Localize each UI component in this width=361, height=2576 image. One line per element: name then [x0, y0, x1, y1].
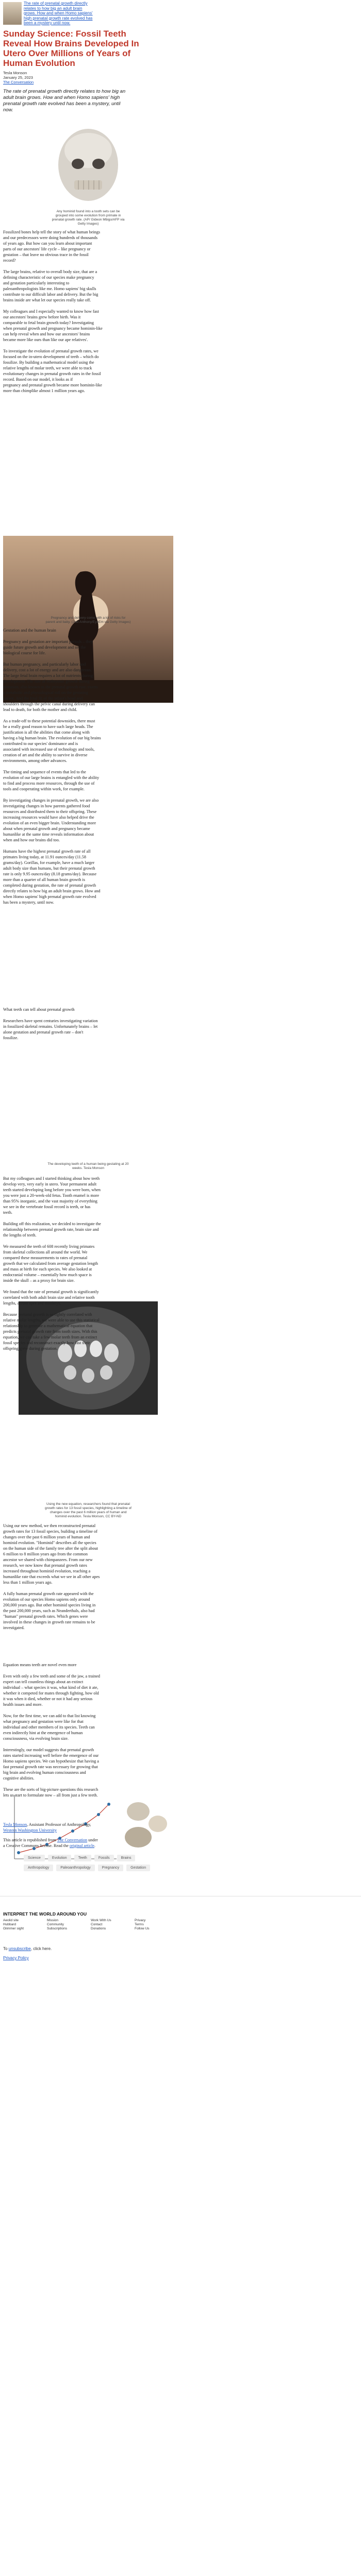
- paragraph-line: tools and cooperating within work, for example.: [3, 787, 85, 791]
- paragraph-line: Interestingly, our model suggests that prenatal growth: [3, 1748, 94, 1752]
- article-paragraph: [3, 639, 173, 656]
- paragraph-line: correlated with both adult brain size and relative tooth: [3, 1295, 95, 1300]
- paragraph-line: defining characteristic of our species make pregnancy: [3, 275, 94, 280]
- paragraph-line: evolution of our species Homo sapiens only around: [3, 1597, 90, 1602]
- paragraph-line: changes over the past 6 million years of human and: [3, 1535, 90, 1539]
- paragraph-line: contributed to our species' dominance and is: [3, 741, 78, 746]
- paragraph-line: than 95% inorganic, and the vast majority of everything: [3, 1199, 97, 1204]
- paragraph-line: Humans have the highest prenatal growth rate of all: [3, 849, 91, 854]
- hero-note-line: high prenatal growth rate evolved has: [24, 15, 93, 21]
- article-lede: [3, 89, 173, 113]
- paragraph-line: alone gestation and prenatal growth rate – don't: [3, 1030, 84, 1035]
- paragraph-line: Now, for the first time, we can add to that list knowing: [3, 1714, 96, 1718]
- hero-thumbnail-image: [3, 2, 22, 25]
- paragraph-line: A fully human prenatal growth rate appeared with the: [3, 1591, 94, 1596]
- article-paragraph: [3, 1289, 173, 1306]
- paragraph-line: relative lengths of molar teeth, we were able to track: [3, 366, 92, 370]
- article-paragraph: [3, 1018, 173, 1041]
- unsubscribe-line: To unsubscribe, click here.: [3, 1946, 52, 1951]
- paragraph-line: fossilize.: [3, 1036, 19, 1040]
- paragraph-line: involved in these changes in growth rate remains to be: [3, 1620, 95, 1624]
- title-line: Reveal How Brains Developed In: [3, 39, 139, 48]
- paragraph-line: ancestor we shared with chimpanzees. From our new: [3, 1557, 93, 1562]
- paragraph-line: Researchers have spent centuries investigating variation: [3, 1019, 98, 1023]
- footer-link[interactable]: Hubbard: [3, 1923, 16, 1926]
- article-paragraph: [3, 798, 173, 843]
- paragraph-line: parent. And the fetal fit of the infant's head and: [3, 696, 83, 701]
- paragraph-line: big brain and evolving human consciousness and: [3, 1770, 86, 1775]
- paragraph-line: biological course for life.: [3, 651, 46, 655]
- unsubscribe-link[interactable]: unsubscribe: [8, 1946, 31, 1951]
- paragraph-line: pregnancy and prenatal growth became more hominin-like: [3, 383, 102, 387]
- hero-note-link[interactable]: [24, 1, 178, 26]
- paragraph-line: lead to death, for both the mother and child.: [3, 707, 77, 712]
- footer-link[interactable]: Terms: [135, 1923, 144, 1926]
- paragraph-line: guide future growth and development and set the: [3, 645, 86, 650]
- paragraph-line: adult body size than humans, but their prenatal growth: [3, 866, 95, 871]
- paragraph-group-a: [3, 229, 173, 399]
- footer-link[interactable]: Community: [47, 1923, 64, 1926]
- article-author: Tesla Monson: [3, 71, 27, 75]
- paragraph-line: teeth started developing long before you were born, when: [3, 1188, 101, 1192]
- paragraph-line: fossilize. By building a mathematical model using the: [3, 360, 94, 365]
- paragraph-line: relationship between prenatal growth rate, brain size and: [3, 1227, 99, 1232]
- article-paragraph: [3, 718, 173, 764]
- author-bio: Tesla Monson, Assistant Professor of Anthropology, Western Washington University: [3, 1822, 91, 1833]
- footer-link[interactable]: Mission: [47, 1919, 59, 1922]
- paragraph-line: our ancestors' brains grew before birth. Was it: [3, 315, 81, 319]
- paragraph-line: research, we now know that prenatal growth rates: [3, 1563, 87, 1568]
- image-caption-1: [3, 210, 173, 226]
- paragraph-line: health issues and more.: [3, 1702, 43, 1707]
- image-caption-2: [3, 616, 173, 624]
- paragraph-line: Because prenatal growth is so tightly correlated with: [3, 1312, 92, 1317]
- paragraph-line: has been a mystery, until now.: [3, 900, 54, 905]
- paragraph-line: investigated.: [3, 1625, 25, 1630]
- author-affiliation-link[interactable]: Western Washington University: [3, 1828, 57, 1833]
- footer-column: [91, 1919, 129, 1931]
- paragraph-line: Building off this realization, we decided to investigate the: [3, 1222, 101, 1226]
- paragraph-line: hominid evolution. "Hominid" describes all the species: [3, 1540, 96, 1545]
- paragraph-line: consciousness, via evolving brain size.: [3, 1736, 69, 1741]
- paragraph-line: investigating changes in how parents gathered food: [3, 804, 90, 808]
- paragraph-line: whether it competed for mates through fighting, how old: [3, 1691, 99, 1696]
- paragraph-line: lets us start to formulate now – all from just a few teeth.: [3, 1793, 98, 1798]
- paragraph-line: fossil species and reconstruct exactly how fast their: [3, 1341, 90, 1345]
- article-paragraph: [3, 849, 173, 905]
- paragraph-line: cognitive abilities.: [3, 1776, 35, 1781]
- article-date: January 25, 2023: [3, 75, 33, 80]
- paragraph-line: focused on the in-utero development of teeth – which do: [3, 354, 99, 359]
- image-caption-3: [3, 1162, 173, 1171]
- paragraph-line: predicts prenatal growth rate from tooth sizes. With this: [3, 1329, 97, 1334]
- paragraph-line: relative molar lengths, we were able to use this statistical: [3, 1318, 100, 1323]
- paragraph-line: became more like ours than like our ape relatives'.: [3, 337, 88, 342]
- article-paragraph: [3, 1523, 173, 1585]
- paragraph-line: 6 million to 8 million years ago from the common: [3, 1552, 88, 1556]
- paragraph-line: humanlike at the same time reveals information about: [3, 832, 94, 837]
- tag-chip[interactable]: Gestation: [126, 1865, 150, 1871]
- title-line: Sunday Science: Fossil Teeth: [3, 29, 126, 39]
- caption-line: prenatal growth rate. (AP/ Gideon Mbigo/AFP via: [52, 218, 125, 222]
- paragraph-line: having a big human brain. The evolution of our big brains: [3, 736, 101, 740]
- paragraph-line: relationship to generate a mathematical equation that: [3, 1324, 93, 1328]
- hero-note-line: The rate of prenatal growth directly: [24, 1, 88, 6]
- section-heading-teeth: What teeth can tell about prenatal growth: [3, 1007, 75, 1012]
- lede-line: The rate of prenatal growth directly relates to how big an: [3, 89, 126, 94]
- hero-note-line: grows. How and when Homo sapiens': [24, 11, 93, 15]
- paragraph-line: you were just a 20-week-old fetus. Tooth enamel is more: [3, 1193, 100, 1198]
- footer-heading: INTERPRET THE WORLD AROUND YOU: [3, 1911, 87, 1917]
- paragraph-line: environments, among other advances.: [3, 758, 67, 763]
- paragraph-line: My colleagues and I especially wanted to know how fast: [3, 309, 99, 314]
- paragraph-line: increasing resources would have also helped drive the: [3, 815, 94, 820]
- paragraph-line: individual and other members of its species. Teeth can: [3, 1725, 95, 1730]
- republish-notice: [3, 1837, 173, 1849]
- paragraph-line: even indirectly hint at the emergence of human: [3, 1731, 83, 1735]
- paragraph-line: record?: [3, 258, 16, 263]
- paragraph-line: delivery, cost a lot of energy and are also dangerous.: [3, 668, 92, 672]
- paragraph-line: justification is all the abilities that come along with: [3, 730, 90, 735]
- paragraph-line: to find and process more resources, through the use of: [3, 781, 95, 786]
- republish-line: a Creative Commons license. Read the original article.: [3, 1843, 95, 1848]
- article-paragraph: [3, 348, 173, 394]
- footer-column: [47, 1919, 86, 1931]
- title-line: Utero Over Millions of Years of: [3, 48, 131, 58]
- paragraph-line: develop very, very early in utero. Your permanent adult: [3, 1182, 97, 1187]
- caption-line: growth rates for 13 fossil species, highlighting a timeline of: [44, 1506, 132, 1510]
- paragraph-line: paleoanthropologists like me. Homo sapiens' big skulls: [3, 286, 96, 291]
- tag-chip[interactable]: Anthropology: [24, 1865, 53, 1871]
- tag-list: [3, 1855, 163, 1871]
- paragraph-line: The timing and sequence of events that led to the: [3, 770, 86, 774]
- paragraph-line: These are the sorts of big-picture questions this research: [3, 1787, 99, 1792]
- footer-columns: [3, 1919, 173, 1931]
- tag-chip[interactable]: Paleoanthropology: [56, 1865, 94, 1871]
- paragraph-line: Fossilized bones help tell the story of what human beings: [3, 230, 101, 234]
- title-line: Human Evolution: [3, 58, 75, 68]
- article-paragraph: [3, 269, 173, 303]
- republish-link[interactable]: The Conversation: [57, 1838, 88, 1842]
- paragraph-line: when prenatal growth and pregnancy became hominin-like: [3, 326, 103, 331]
- paragraph-line: record. Based on our model, it looks as if: [3, 377, 73, 382]
- privacy-policy-link[interactable]: Privacy Policy: [3, 1956, 29, 1960]
- caption-line: Getty Images): [77, 222, 99, 226]
- article-paragraph: [3, 229, 173, 263]
- paragraph-line: rates started increasing well before the emergence of our: [3, 1753, 99, 1758]
- paragraph-group-f: [3, 1673, 173, 1804]
- caption-line: hominid evolution. Tesla Monson, CC BY-ND: [55, 1515, 122, 1518]
- footer-link[interactable]: Glimmer sight: [3, 1927, 24, 1930]
- article-paragraph: [3, 1176, 173, 1215]
- paragraph-line: parts of our ancestors' life cycle – like pregnancy or: [3, 247, 91, 251]
- article-image-skull: [3, 120, 173, 208]
- paragraph-line: when Homo sapiens' high prenatal growth rate evolved: [3, 894, 96, 899]
- paragraph-line: on the human side of the family tree after the split about: [3, 1546, 98, 1551]
- article-paragraph: [3, 309, 173, 343]
- paragraph-group-d: [3, 1176, 173, 1357]
- article-paragraph: [3, 1673, 173, 1707]
- paragraph-line: The large fetal brain requires a lot of nutrients during: [3, 673, 93, 678]
- paragraph-line: fast prenatal growth rate was necessary for growing that: [3, 1765, 98, 1769]
- paragraph-line: Using our new method, we then reconstructed prenatal: [3, 1523, 96, 1528]
- paragraph-line: "human" prenatal growth rates. Which genes were: [3, 1614, 88, 1619]
- paragraph-line: inside the skull – as a proxy for brain size.: [3, 1278, 75, 1283]
- paragraph-line: increased throughout hominid evolution, reaching a: [3, 1569, 91, 1573]
- paragraph-line: The large brains, relative to overall body size, that are a: [3, 269, 97, 274]
- paragraph-line: a metabolic and physiological toll on the gestating: [3, 690, 88, 695]
- publication-link[interactable]: The Conversation: [3, 80, 34, 84]
- paragraph-line: what pregnancy and gestation were like for that: [3, 1719, 84, 1724]
- footer-link[interactable]: Privacy: [135, 1919, 146, 1922]
- tag-chip[interactable]: Pregnancy: [98, 1865, 123, 1871]
- footer-link[interactable]: Follow Us: [135, 1927, 150, 1930]
- paragraph-line: Pregnancy and gestation are important periods – they: [3, 639, 93, 644]
- article-paragraph: [3, 769, 173, 792]
- paragraph-line: less than 1 million years ago.: [3, 1580, 53, 1585]
- paragraph-line: development. The rate of embryonic growth during: [3, 679, 90, 684]
- tag-chip[interactable]: Evolution: [48, 1855, 71, 1861]
- article-paragraph: [3, 1713, 173, 1741]
- paragraph-line: evolution of an even bigger brain. Understanding more: [3, 821, 96, 825]
- paragraph-line: To investigate the evolution of prenatal growth rates, we: [3, 349, 99, 353]
- paragraph-line: the lengths of teeth.: [3, 1233, 37, 1238]
- footer-link[interactable]: Work With Us: [91, 1919, 111, 1922]
- footer-column: [3, 1919, 42, 1931]
- tag-chip[interactable]: Science: [24, 1855, 45, 1861]
- paragraph-line: brains inside are what let our species really take off.: [3, 298, 91, 302]
- image-caption-4: [3, 1502, 173, 1519]
- caption-line: The developing teeth of a human being gestating at 20: [47, 1162, 129, 1166]
- caption-line: Any hominid found into a tooth sets can be: [56, 210, 120, 213]
- paragraph-group-e: [3, 1523, 173, 1636]
- caption-line: weeks. Tesla Monson: [72, 1166, 105, 1170]
- paragraph-line: By investigating changes in prenatal growth, we are also: [3, 798, 99, 803]
- footer-column: [135, 1919, 173, 1931]
- paragraph-line: completed during gestation, the rate of prenatal growth: [3, 883, 96, 888]
- footer-link[interactable]: Subscriptions: [47, 1927, 68, 1930]
- tag-chip[interactable]: Brains: [117, 1855, 136, 1861]
- paragraph-group-b: [3, 639, 173, 911]
- republish-link[interactable]: original article: [69, 1843, 94, 1848]
- paragraph-line: grams/day). Gorillas, for example, have a much larger: [3, 860, 95, 865]
- paragraph-line: in fossilized skeletal remains. Unfortunately brains – let: [3, 1024, 98, 1029]
- paragraph-line: compared these measurements to rates of prenatal: [3, 1256, 88, 1260]
- paragraph-line: creation of art and the ability to survive in diverse: [3, 753, 88, 757]
- paragraph-line: gestation – that leave no obvious trace in the fossil: [3, 252, 89, 257]
- caption-line: parent and baby. (Joel Anthony/EyeEm via Getty Images): [45, 620, 131, 624]
- paragraph-line: We measured the teeth of 608 recently living primates: [3, 1244, 95, 1249]
- paragraph-group-c: [3, 1018, 173, 1046]
- paragraph-line: But my colleagues and I started thinking about how teeth: [3, 1176, 100, 1181]
- author-bio-name-link[interactable]: Tesla Monson: [3, 1822, 27, 1827]
- paragraph-line: when and how our brains did too.: [3, 838, 60, 842]
- paragraph-line: directly relates to how big an adult brain grows. How and: [3, 889, 101, 893]
- paragraph-line: expert can tell countless things about an extinct: [3, 1680, 84, 1684]
- paragraph-line: be a really good reason to have such large heads. The: [3, 724, 93, 729]
- paragraph-line: growth that we calculated from average gestation length: [3, 1261, 98, 1266]
- article-paragraph: [3, 662, 173, 713]
- paragraph-line: and mass at birth for each species. We also looked at: [3, 1267, 92, 1272]
- paragraph-line: about when prenatal growth and pregnancy became: [3, 826, 90, 831]
- section-heading-gestation: Gestation and the human brain: [3, 628, 56, 633]
- paragraph-line: As a trade-off to these potential downsides, there must: [3, 719, 95, 723]
- paragraph-line: offspring grew during gestation.: [3, 1346, 58, 1351]
- section-heading-teeth-novel: Equation means teeth are novel even more: [3, 1663, 77, 1667]
- paragraph-line: 200,000 years ago. But other hominid species living in: [3, 1603, 96, 1607]
- skull-photo-icon: [3, 120, 173, 208]
- paragraph-line: associated with increased use of technology and tools,: [3, 747, 95, 752]
- paragraph-line: Homo sapiens species. We can hypothesize that having a: [3, 1759, 99, 1764]
- paragraph-line: endocranial volume – essentially how much space is: [3, 1273, 92, 1277]
- paragraph-line: evolution of our large brains is entangled with the ability: [3, 775, 100, 780]
- lede-line: now.: [3, 107, 13, 113]
- paragraph-line: the past 200,000 years, such as Neanderthals, also had: [3, 1608, 95, 1613]
- paragraph-line: contribute to our difficult labor and delivery. But the big: [3, 292, 99, 297]
- republish-line: This article is republished from The Conversation under: [3, 1838, 98, 1842]
- caption-line: changes over the past 6 million years of human and: [50, 1511, 127, 1514]
- footer-link[interactable]: Aeolid site: [3, 1919, 19, 1922]
- tag-chip[interactable]: Teeth: [74, 1855, 91, 1861]
- article-paragraph: [3, 1591, 173, 1631]
- paragraph-line: more than a quarter of all human brain growth is: [3, 877, 85, 882]
- paragraph-line: humanlike rate that exceeds what we see in all other apes: [3, 1574, 100, 1579]
- paragraph-line: resources and distributed them to their offspring. These: [3, 809, 97, 814]
- article-title: [3, 29, 173, 68]
- caption-line: Pregnancy and delivery come with a lot of risks for: [51, 616, 126, 620]
- paragraph-line: primates living today, at 11.91 ounces/day (11.58: [3, 855, 86, 859]
- paragraph-line: comparable to fetal brain growth today? Investigating: [3, 320, 94, 325]
- paragraph-line: Even with only a few teeth and some of the jaw, a trained: [3, 1674, 100, 1679]
- paragraph-line: we see in the vertebrate fossil record is teeth, or has: [3, 1205, 91, 1209]
- paragraph-line: of years ago. But how can you learn about important: [3, 241, 92, 246]
- paragraph-line: from skeletal collections all around the world. We: [3, 1250, 88, 1255]
- footer-link[interactable]: Donations: [91, 1927, 106, 1930]
- lede-line: prenatal growth rate evolved has been a mystery, until: [3, 101, 121, 107]
- paragraph-line: can help reveal when and how our ancestors' brains: [3, 332, 90, 336]
- paragraph-line: rate is only 9.95 ounces/day (8.18 grams/day). Because: [3, 872, 96, 876]
- article-paragraph: [3, 1221, 173, 1238]
- hero-note-line: been a mystery until now.: [24, 21, 71, 25]
- article-paragraph: [3, 1312, 173, 1351]
- paragraph-line: equation, we can take a few molar teeth from an extinct: [3, 1335, 97, 1340]
- paragraph-line: evolutionary changes in prenatal growth rates in the fossil: [3, 371, 101, 376]
- hero-note-line: relates to how big an adult brain: [24, 6, 83, 11]
- paragraph-line: more than chimplike almost 1 million years ago.: [3, 388, 85, 393]
- article-paragraph: [3, 1787, 173, 1798]
- article-paragraph: [3, 1747, 173, 1781]
- footer-link[interactable]: Contact: [91, 1923, 103, 1926]
- paragraph-line: growth rates for 13 fossil species, building a timeline of: [3, 1529, 97, 1534]
- caption-line: grouped into some evolution from primate in: [55, 214, 121, 217]
- paragraph-line: But human pregnancy, and particularly labor and: [3, 662, 86, 667]
- paragraph-line: it was when it died, whether or not it had any serious: [3, 1697, 93, 1701]
- article-paragraph: [3, 1244, 173, 1283]
- paragraph-line: teeth.: [3, 1210, 12, 1215]
- caption-line: Using the new equation, researchers found that prenatal: [46, 1502, 130, 1506]
- paragraph-line: gestation, also known as the prenatal growth rate, exerts: [3, 685, 98, 689]
- paragraph-line: and our predecessors were doing hundreds of thousands: [3, 235, 98, 240]
- paragraph-line: We found that the rate of prenatal growth is significantly: [3, 1290, 99, 1294]
- paragraph-line: individual – what species it was, what kind of diet it ate,: [3, 1685, 99, 1690]
- paragraph-line: lengths, across apes and monkeys.: [3, 1301, 61, 1306]
- paragraph-line: shoulders through the pelvic canal during delivery can: [3, 702, 95, 706]
- tag-chip[interactable]: Fossils: [94, 1855, 114, 1861]
- lede-line: adult brain grows. How and when Homo sapiens' high: [3, 95, 120, 100]
- paragraph-line: and gestation particularly interesting to: [3, 281, 70, 285]
